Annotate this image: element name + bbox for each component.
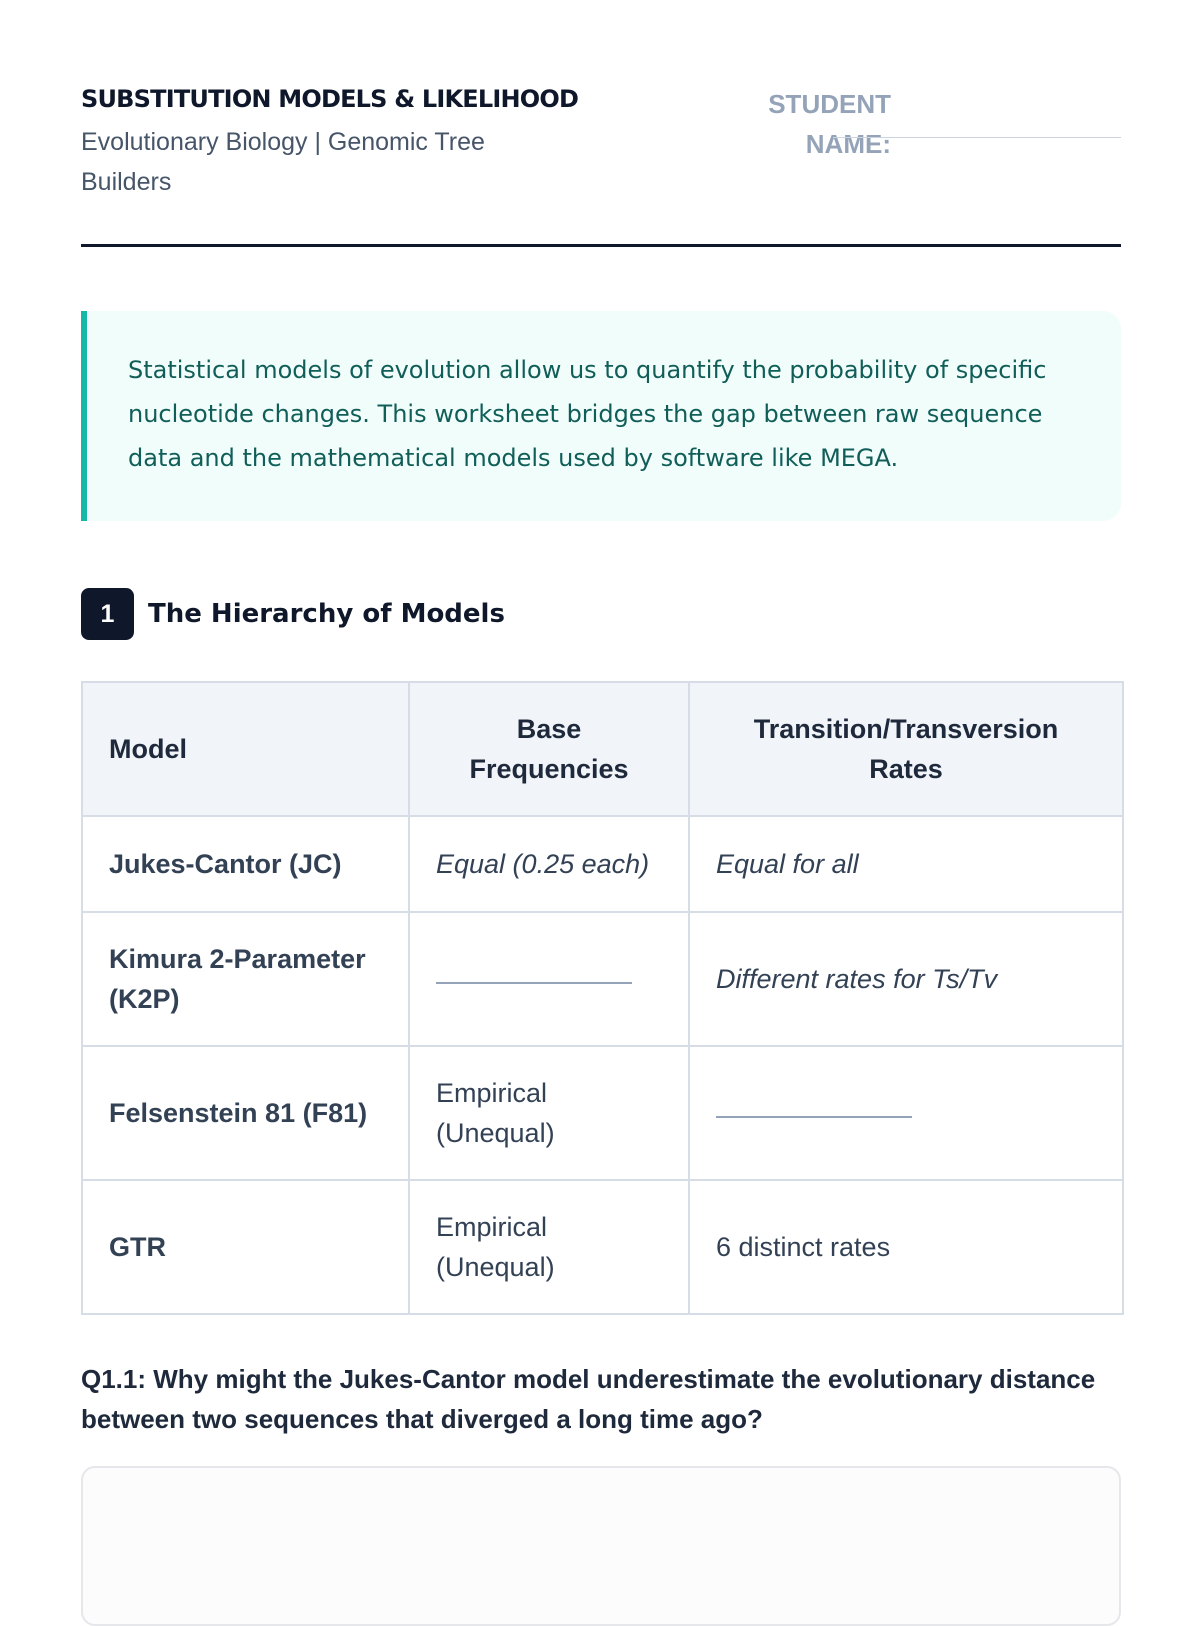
worksheet-subtitle: Evolutionary Biology | Genomic Tree Builders xyxy=(81,128,485,196)
worksheet-header xyxy=(81,84,1121,247)
column-header-model: Model xyxy=(82,682,409,816)
section-title: The Hierarchy of Models xyxy=(148,599,505,629)
table-row xyxy=(82,1046,1123,1180)
student-label-line-2: NAME: xyxy=(805,129,891,159)
table-row xyxy=(82,816,1123,912)
model-name-cell: Kimura 2-Parameter (K2P) xyxy=(82,912,409,1046)
model-name-cell: Felsenstein 81 (F81) xyxy=(82,1046,409,1180)
base-frequency-cell xyxy=(409,912,689,1046)
worksheet-title: SUBSTITUTION MODELS & LIKELIHOOD xyxy=(81,85,579,113)
answer-box[interactable] xyxy=(81,1466,1121,1626)
base-frequency-cell: Empirical (Unequal) xyxy=(409,1180,689,1314)
section-number-badge: 1 xyxy=(81,588,134,640)
rates-cell xyxy=(689,1046,1123,1180)
rates-cell: Equal for all xyxy=(689,816,1123,912)
rates-cell: Different rates for Ts/Tv xyxy=(689,912,1123,1046)
fill-in-blank[interactable] xyxy=(436,982,632,984)
base-frequency-cell: Equal (0.25 each) xyxy=(409,816,689,912)
column-header-rates: Transition/Transversion Rates xyxy=(689,682,1123,816)
fill-in-blank[interactable] xyxy=(716,1116,912,1118)
intro-text: Statistical models of evolution allow us to quantify the probability of specific nucleotide changes. This worksheet bridges the gap between raw sequence data and the mathematical models used by software like MEGA. xyxy=(128,356,1047,472)
column-header-base-frequencies: Base Frequencies xyxy=(409,682,689,816)
student-name-label xyxy=(641,84,891,164)
model-name-cell: GTR xyxy=(82,1180,409,1314)
table-row xyxy=(82,1180,1123,1314)
intro-callout xyxy=(81,311,1121,521)
question-text: Q1.1: Why might the Jukes-Cantor model underestimate the evolutionary distance between two sequences that diverged a long time ago? xyxy=(81,1364,1096,1434)
base-frequency-cell: Empirical (Unequal) xyxy=(409,1046,689,1180)
title-block xyxy=(81,84,601,202)
model-name-cell: Jukes-Cantor (JC) xyxy=(82,816,409,912)
table-header-row xyxy=(82,682,1123,816)
rates-cell: 6 distinct rates xyxy=(689,1180,1123,1314)
student-label-line-1: STUDENT xyxy=(768,89,891,119)
table-row xyxy=(82,912,1123,1046)
student-name-field[interactable] xyxy=(833,137,1121,138)
models-table xyxy=(81,681,1124,1315)
